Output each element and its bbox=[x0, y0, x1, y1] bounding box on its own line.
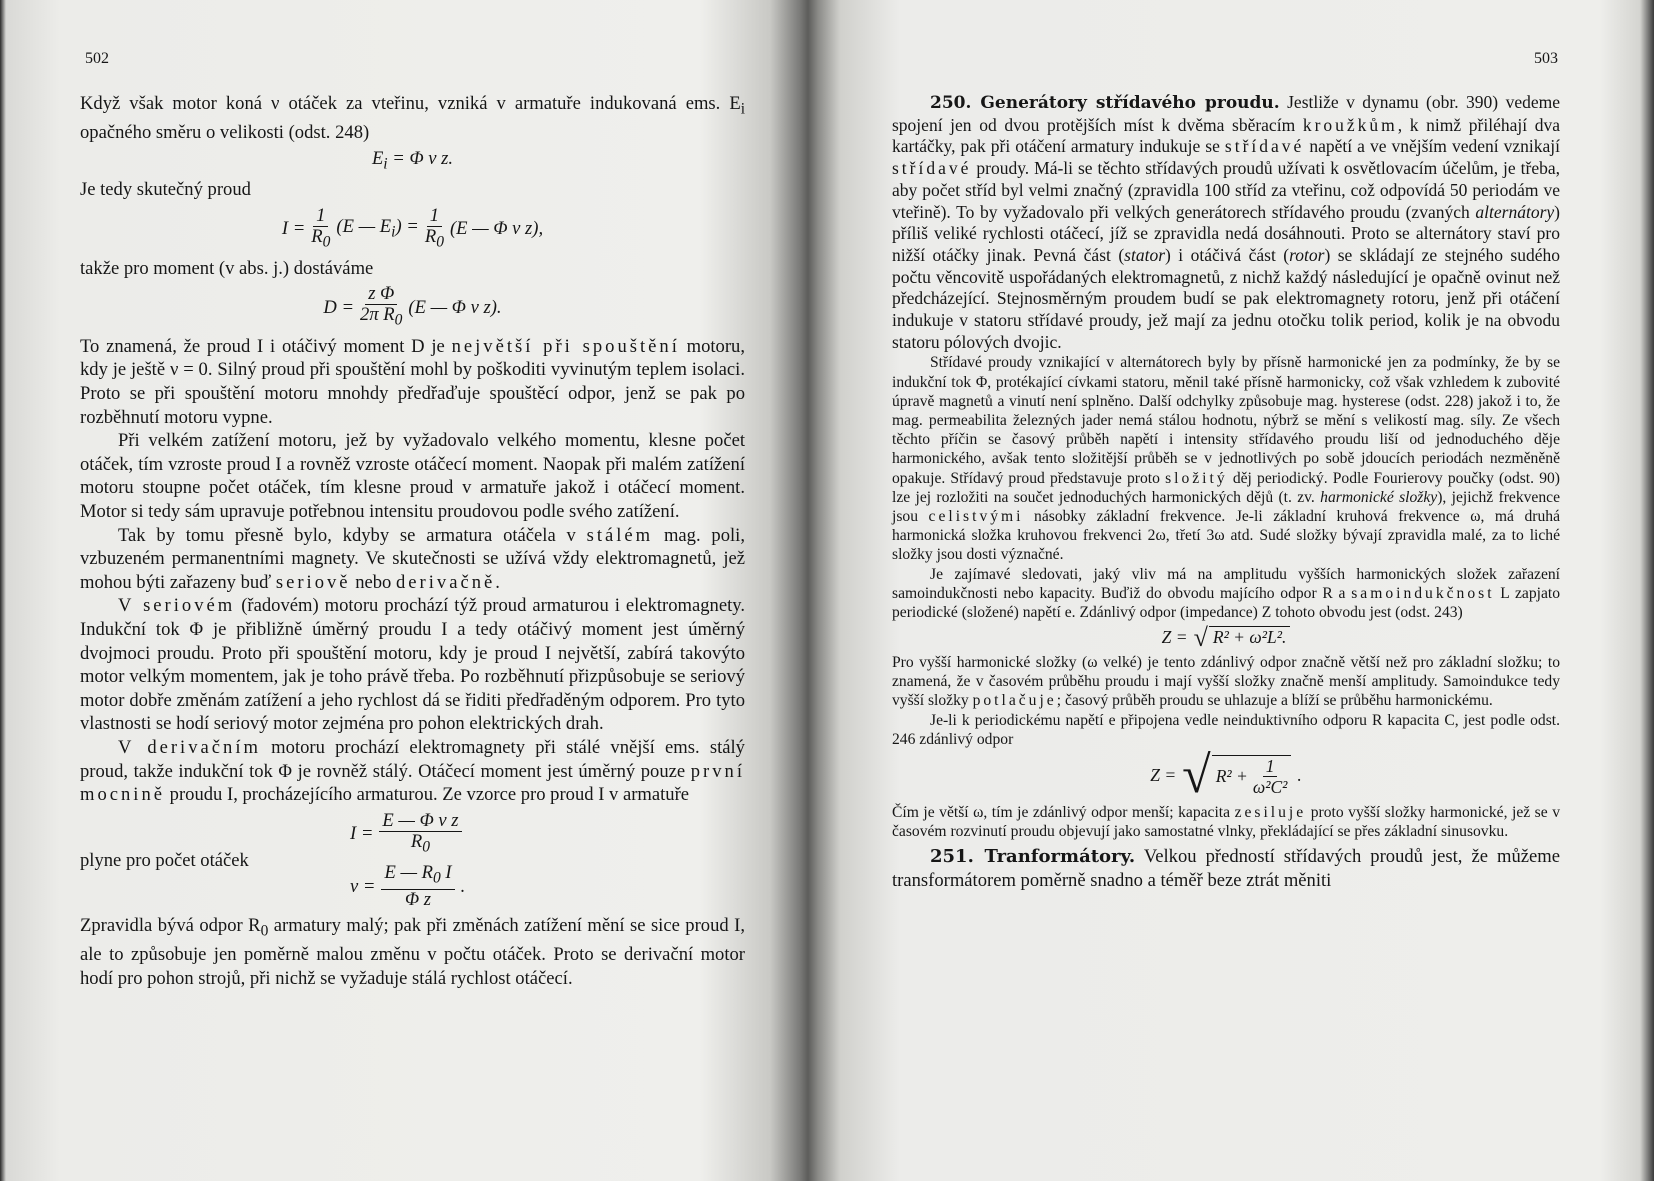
formula-current: I = $\frac{1}{R_0}$ (E — $E_i$) = $\frac{1}{R_0}$ (E — Φ ν z), bbox=[281, 204, 544, 251]
section-250: 250. Generátory střídavého proudu. Jestliže v dynamu (obr. 390) vedeme spojení jen od dvou protějších míst k dvěma sběracím kroužkům, k nimž přiléhají dva kartáčky, pak při otáčení armatury indukuje se střídavé napětí a ve vnějším vedení vznikají střídavé proudy. Má-li se těchto střídavých proudů užívati k osvětlovacím účelům, je třeba, aby počet stříd byl velmi značný (zpravidla 100 stříd za vteřinu, což odpovídá 50 periodám ve vteřině). To by vyžadovalo při velkých generátorech střídavého proudu (zvaných alternátory) příliš veliké rychlosti otáčecí, jíž se zpravidla nedá dosáhnouti. Proto se alternátory staví pro nižší otáčky jinak. Pevná část (stator) i otáčivá část (rotor) se skládají ze stejného sudého počtu věncovitě uspořádaných elektromagnetů, z nichž každý následující je opačně ovinut než předcházející. Stejnosměrným proudem budí se pak elektromagnety rotoru, jenž při otáčení indukuje v statoru střídavé proudy, jež mají za jednu otočku tolik period, kolik je na obvodu statoru pólových dvojic. bbox=[892, 92, 1560, 352]
paragraph: Je zajímavé sledovati, jaký vliv má na amplitudu vyšších harmonických složek zařazení samoindukčnosti nebo kapacity. Buďiž do obvodu majícího odpor R a samoindukčnost L zapjato periodické (složené) napětí e. Zdánlivý odpor (impedance) Z tohoto obvodu jest (odst. 243) bbox=[892, 565, 1560, 622]
section-heading: 250. Generátory střídavého proudu. bbox=[930, 93, 1280, 113]
formula-moment: D = $\frac{\text{z Φ}}{2\pi R_0}$ (E — Φ ν z). bbox=[323, 283, 502, 329]
paragraph: Střídavé proudy vznikající v alternátorech byly by přísně harmonické jen za podmínky, že by se indukční tok Φ, protékající cívkami statoru, měnil také přísně harmonicky, což však vzhledem k zubovité úpravě magnetů a vinutí není splněno. Další odchylky způsobuje mag. hysterese (odst. 228) jakož i to, že mag. permeabilita železných jader nemá stálou hodnotu, nýbrž se mění s velikostí mag. síly. Ze všech těchto příčin se časový průběh napětí i intensity střídavého proudu liší od jednoduchého děje harmonického, avšak tento složitější průběh se v jednotlivých po sobě jdoucích periodách nezměněně opakuje. Střídavý proud představuje proto složitý děj periodický. Podle Fourierovy poučky (odst. 90) lze jej rozložiti na součet jednoduchých harmonických dějů (t. zv. harmonické složky), jejichž frekvence jsou celistvými násobky základní frekvence. Je-li základní kruhová frekvence ω, má druhá harmonická složka kruhovou frekvenci 2ω, třetí 3ω atd. Sudé složky bývají zpravidla malé, za to liché složky jsou dosti význačné. bbox=[892, 354, 1560, 564]
paragraph: V seriovém (řadovém) motoru prochází týž proud armaturou i elektromagnety. Indukční tok Φ je přibližně úměrný proudu I a tedy otáčivý moment jest úměrný dvojmoci proudu. Proto při spouštění motoru, kdy je proud I největší, zabírá takovýto motor velkým momentem, jak je toho právě třeba. Po rozběhnutí přizpůsobuje se seriový motor dobře změnám zatížení a jeho rychlost dá se řiditi předřaděným odporem. Pro tyto vlastnosti se hodí seriový motor zejména pro pohon elektrických drah. bbox=[80, 595, 745, 735]
paragraph: V derivačním motoru prochází elektromagnety při stálé vnější ems. stálý proud, takže indukční tok Φ je rovněž stálý. Otáčecí moment jest úměrný pouze první mocnině proudu I, procházejícího armaturou. Ze vzorce pro proud I v armatuře bbox=[80, 736, 745, 806]
paragraph: Čím je větší ω, tím je zdánlivý odpor menší; kapacita zesiluje proto vyšší složky harmonické, jež se v časovém rozvinutí proudu objevují jako samostatné vlnky, překládající se přes základní sinusovku. bbox=[892, 804, 1560, 841]
formula-block-rpm bbox=[80, 811, 745, 910]
formula-impedance-inductive: Z = √ R² + ω²L². bbox=[892, 626, 1560, 649]
left-page-text bbox=[80, 92, 745, 991]
page-number-left: 502 bbox=[85, 50, 109, 67]
formula-impedance-capacitive: Z = √ R² + $\frac{1}{\text{ω²C²}}$ . bbox=[1150, 747, 1302, 804]
page-number-right: 503 bbox=[1534, 50, 1558, 67]
paragraph: Zpravidla bývá odpor $R_0$ armatury malý; pak při změnách zatížení mění se sice proud I, ale to způsobuje jen poměrně malou změnu v počtu otáček. Proto se derivační motor hodí pro pohon strojů, při nichž se vyžaduje stálá rychlost otáčecí. bbox=[80, 915, 745, 990]
paragraph: Tak by tomu přesně bylo, kdyby se armatura otáčela v stálém mag. poli, vzbuzeném permanentními magnety. Ve skutečnosti se užívá vždy elektromagnetů, jež mohou býti zařazeny buď seriově nebo derivačně. bbox=[80, 524, 745, 593]
formula-induced-ems: $E_i = \Phi$ ν z. bbox=[371, 147, 454, 173]
sqrt-symbol: √ bbox=[1182, 747, 1211, 804]
left-page bbox=[40, 0, 760, 1181]
sqrt-symbol: √ bbox=[1193, 622, 1208, 652]
paragraph: takže pro moment (v abs. j.) dostáváme bbox=[80, 257, 374, 279]
section-251: 251. Tranformátory. Velkou předností střídavých proudů jest, že můžeme transformátorem poměrně snadno a téměř beze ztrát měniti bbox=[892, 846, 1560, 892]
paragraph: Při velkém zatížení motoru, jež by vyžadovalo velkého momentu, klesne počet otáček, tím vzroste proud I a rovněž vzroste otáčecí moment. Naopak při malém zatížení motoru stoupne počet otáček, tím klesne proud v armatuře jakož i otáčecí moment. Motor si tedy sám upravuje potřebnou intensitu proudovou podle svého zatížení. bbox=[80, 430, 745, 522]
formula-armature-current: I = $\frac{\text{E — Φ ν z}}{R_0}$ bbox=[350, 811, 465, 858]
paragraph: To znamená, že proud I i otáčivý moment D je největší při spouštění motoru, kdy je ještě ν = 0. Silný proud při spouštění mohl by poškoditi vyvinutým teplem isolaci. Proto se při spouštění motoru mnohdy předřaďuje spouštěcí odpor, jenž se pak po rozběhnutí motoru vypne. bbox=[80, 335, 745, 428]
section-heading: 251. Tranformátory. bbox=[930, 846, 1136, 868]
right-page bbox=[870, 0, 1590, 1181]
formula-rpm: ν = $\frac{E — R_0 I}{\text{Φ z}}$ . bbox=[350, 862, 466, 911]
paragraph: Pro vyšší harmonické složky (ω velké) je tento zdánlivý odpor značně větší než pro základní složku; to znamená, že v časovém průběhu proudu i mají vyšší složky značně menší amplitudy. Samoindukce tedy vyšší složky potlačuje; časový průběh proudu se uhlazuje a blíží se průběhu harmonickému. bbox=[892, 653, 1560, 710]
paragraph: Je-li k periodickému napětí e připojena vedle neinduktivního odporu R kapacita C, jest podle odst. 246 zdánlivý odpor bbox=[892, 711, 1560, 748]
paragraph: Je tedy skutečný proud bbox=[80, 179, 251, 201]
paragraph: Když však motor koná ν otáček za vteřinu, vzniká v armatuře indukovaná ems. $E_i$ opačného směru o velikosti (odst. 248) bbox=[80, 93, 745, 144]
paragraph: plyne pro počet otáček bbox=[80, 849, 249, 871]
right-page-text bbox=[892, 92, 1560, 893]
